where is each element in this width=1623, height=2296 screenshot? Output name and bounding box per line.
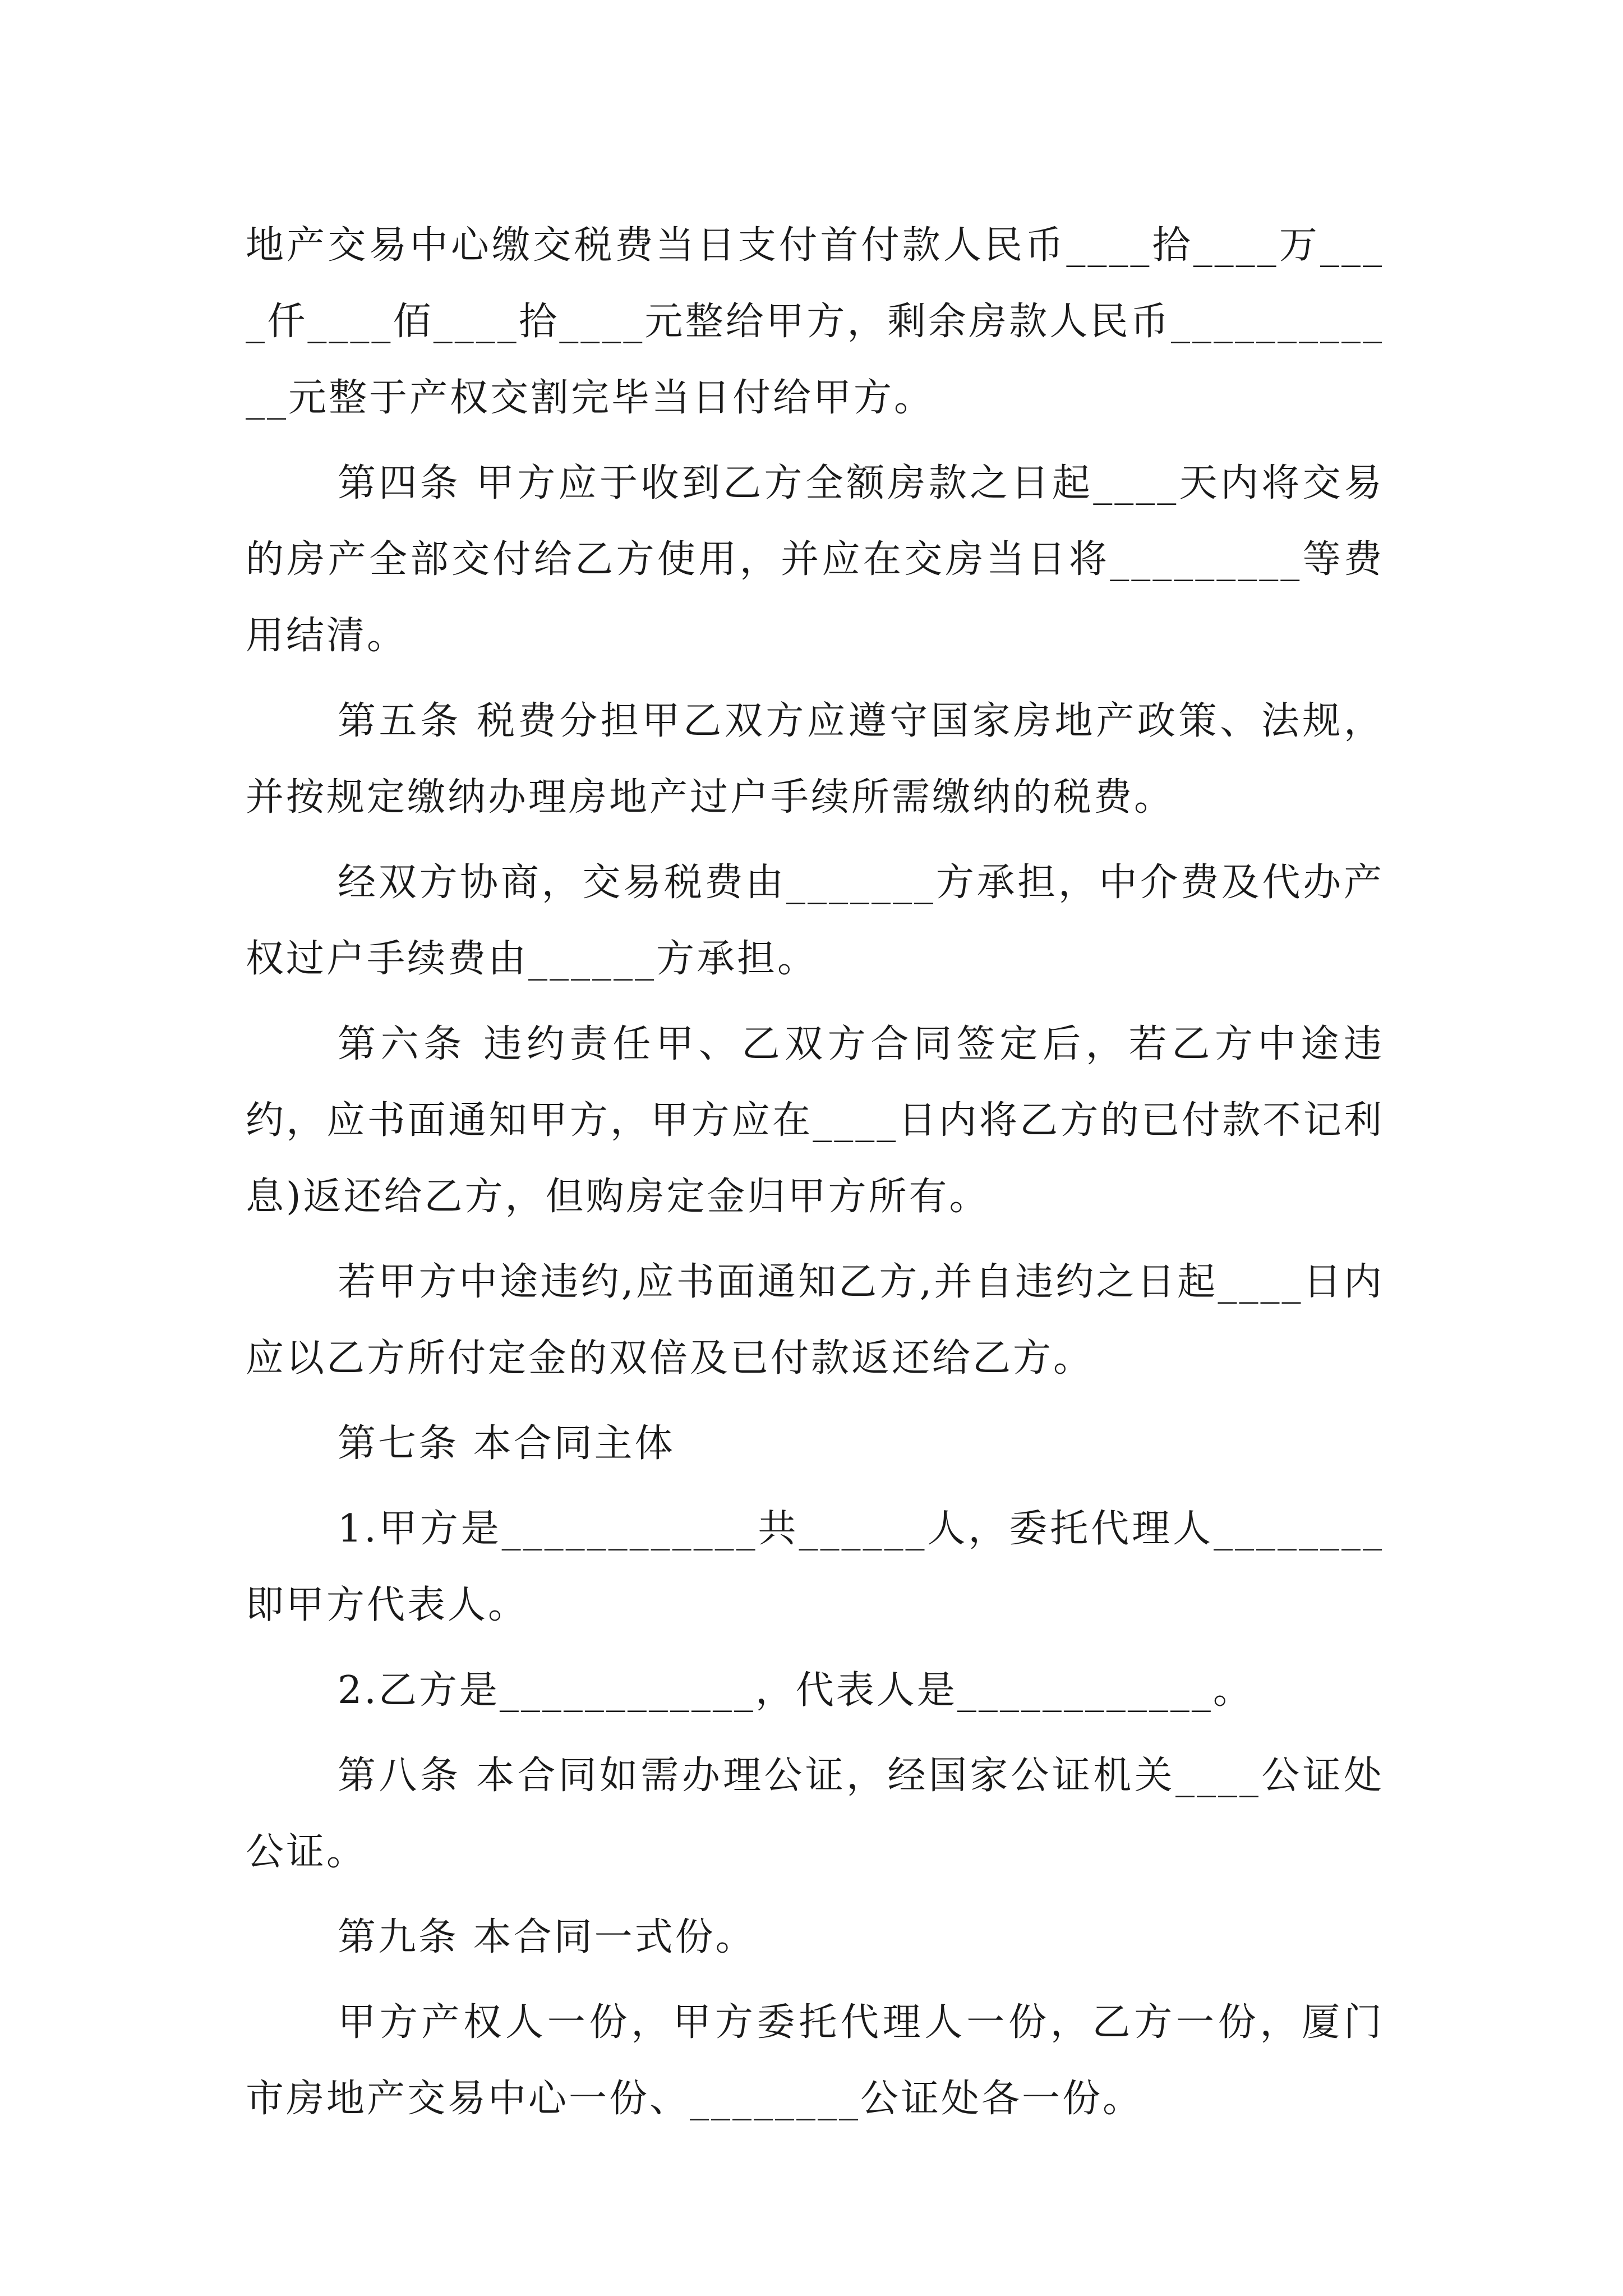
copies-paragraph: 甲方产权人一份，甲方委托代理人一份，乙方一份，厦门市房地产交易中心一份、________公证处各一份。 bbox=[246, 2000, 1384, 2121]
article-8-paragraph: 第八条 本合同如需办理公证，经国家公证机关____公证处公证。 bbox=[246, 1754, 1384, 1874]
article-9-heading: 第九条 本合同一式份。 bbox=[338, 1915, 756, 1959]
party-a-paragraph: 1.甲方是____________共______人，委托代理人________即甲方代表人。 bbox=[246, 1507, 1384, 1627]
seller-breach-paragraph: 若甲方中途违约,应书面通知乙方,并自违约之日起____日内应以乙方所付定金的双倍及已付款返还给乙方。 bbox=[246, 1260, 1384, 1381]
payment-terms-paragraph: 地产交易中心缴交税费当日支付首付款人民币____拾____万____仟____佰____拾____元整给甲方，剩余房款人民币____________元整于产权交割完毕当日付给甲方。 bbox=[246, 223, 1384, 420]
article-6-paragraph: 第六条 违约责任甲、乙双方合同签定后，若乙方中途违约，应书面通知甲方，甲方应在____日内将乙方的已付款不记利息)返还给乙方，但购房定金归甲方所有。 bbox=[246, 1022, 1384, 1219]
article-5-paragraph: 第五条 税费分担甲乙双方应遵守国家房地产政策、法规，并按规定缴纳办理房地产过户手续所需缴纳的税费。 bbox=[246, 699, 1384, 820]
party-b-paragraph: 2.乙方是____________，代表人是____________。 bbox=[338, 1668, 1253, 1713]
tax-allocation-paragraph: 经双方协商，交易税费由_______方承担，中介费及代办产权过户手续费由______方承担。 bbox=[246, 861, 1384, 981]
contract-body bbox=[246, 208, 1384, 2146]
article-4-paragraph: 第四条 甲方应于收到乙方全额房款之日起____天内将交易的房产全部交付给乙方使用，并应在交房当日将_________等费用结清。 bbox=[246, 461, 1384, 658]
article-7-heading: 第七条 本合同主体 bbox=[338, 1421, 675, 1466]
